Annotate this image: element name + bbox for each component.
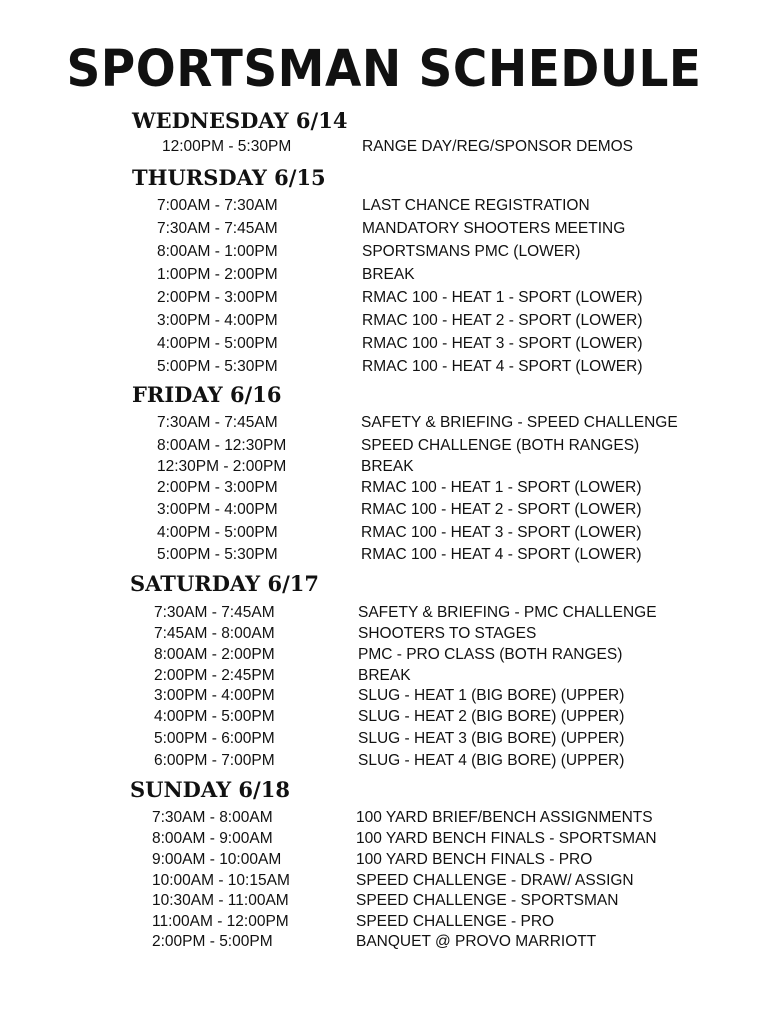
event-name: SLUG - HEAT 1 (BIG BORE) (UPPER) (358, 687, 625, 704)
event-name: LAST CHANCE REGISTRATION (362, 197, 590, 214)
time-range: 2:00PM - 3:00PM (157, 479, 278, 496)
event-name: SAFETY & BRIEFING - SPEED CHALLENGE (361, 414, 678, 431)
time-range: 8:00AM - 1:00PM (157, 243, 278, 260)
time-range: 3:00PM - 4:00PM (157, 312, 278, 329)
time-range: 2:00PM - 3:00PM (157, 289, 278, 306)
event-name: RMAC 100 - HEAT 4 - SPORT (LOWER) (361, 546, 642, 563)
event-name: BANQUET @ PROVO MARRIOTT (356, 933, 597, 950)
time-range: 5:00PM - 6:00PM (154, 730, 275, 747)
time-range: 10:00AM - 10:15AM (152, 872, 290, 889)
time-range: 8:00AM - 2:00PM (154, 646, 275, 663)
time-range: 7:00AM - 7:30AM (157, 197, 278, 214)
time-range: 7:45AM - 8:00AM (154, 625, 275, 642)
time-range: 8:00AM - 9:00AM (152, 830, 273, 847)
event-name: PMC - PRO CLASS (BOTH RANGES) (358, 646, 623, 663)
event-name: RMAC 100 - HEAT 3 - SPORT (LOWER) (361, 524, 642, 541)
event-name: 100 YARD BRIEF/BENCH ASSIGNMENTS (356, 809, 653, 826)
event-name: RMAC 100 - HEAT 4 - SPORT (LOWER) (362, 358, 643, 375)
page-title: SPORTSMAN SCHEDULE (66, 39, 702, 100)
event-name: SAFETY & BRIEFING - PMC CHALLENGE (358, 604, 657, 621)
time-range: 12:00PM - 5:30PM (162, 138, 292, 155)
time-range: 4:00PM - 5:00PM (157, 524, 278, 541)
time-range: 12:30PM - 2:00PM (157, 458, 287, 475)
time-range: 7:30AM - 7:45AM (157, 414, 278, 431)
event-name: SHOOTERS TO STAGES (358, 625, 537, 642)
time-range: 11:00AM - 12:00PM (152, 913, 289, 930)
event-name: SPEED CHALLENGE (BOTH RANGES) (361, 437, 640, 454)
time-range: 5:00PM - 5:30PM (157, 546, 278, 563)
event-name: SLUG - HEAT 3 (BIG BORE) (UPPER) (358, 730, 625, 747)
event-name: MANDATORY SHOOTERS MEETING (362, 220, 626, 237)
event-name: RMAC 100 - HEAT 2 - SPORT (LOWER) (362, 312, 643, 329)
time-range: 7:30AM - 7:45AM (154, 604, 275, 621)
time-range: 9:00AM - 10:00AM (152, 851, 282, 868)
time-range: 7:30AM - 7:45AM (157, 220, 278, 237)
day-heading-sunday: SUNDAY 6/18 (130, 777, 290, 802)
time-range: 3:00PM - 4:00PM (157, 501, 278, 518)
day-heading-friday: FRIDAY 6/16 (132, 382, 282, 407)
event-name: SPEED CHALLENGE - SPORTSMAN (356, 892, 619, 909)
time-range: 3:00PM - 4:00PM (154, 687, 275, 704)
day-heading-thursday: THURSDAY 6/15 (132, 165, 326, 190)
event-name: SPEED CHALLENGE - PRO (356, 913, 555, 930)
event-name: BREAK (358, 667, 411, 684)
time-range: 4:00PM - 5:00PM (154, 708, 275, 725)
event-name: RMAC 100 - HEAT 3 - SPORT (LOWER) (362, 335, 643, 352)
time-range: 2:00PM - 2:45PM (154, 667, 275, 684)
event-name: SPEED CHALLENGE - DRAW/ ASSIGN (356, 872, 634, 889)
event-name: 100 YARD BENCH FINALS - PRO (356, 851, 593, 868)
day-heading-saturday: SATURDAY 6/17 (130, 571, 319, 596)
event-name: BREAK (361, 458, 414, 475)
time-range: 1:00PM - 2:00PM (157, 266, 278, 283)
event-name: SLUG - HEAT 2 (BIG BORE) (UPPER) (358, 708, 625, 725)
time-range: 4:00PM - 5:00PM (157, 335, 278, 352)
event-name: SLUG - HEAT 4 (BIG BORE) (UPPER) (358, 752, 625, 769)
time-range: 10:30AM - 11:00AM (152, 892, 289, 909)
event-name: SPORTSMANS PMC (LOWER) (362, 243, 581, 260)
time-range: 8:00AM - 12:30PM (157, 437, 287, 454)
event-name: RANGE DAY/REG/SPONSOR DEMOS (362, 138, 634, 155)
time-range: 2:00PM - 5:00PM (152, 933, 273, 950)
event-name: BREAK (362, 266, 415, 283)
time-range: 7:30AM - 8:00AM (152, 809, 273, 826)
time-range: 5:00PM - 5:30PM (157, 358, 278, 375)
event-name: RMAC 100 - HEAT 2 - SPORT (LOWER) (361, 501, 642, 518)
day-heading-wednesday: WEDNESDAY 6/14 (132, 108, 348, 133)
event-name: RMAC 100 - HEAT 1 - SPORT (LOWER) (361, 479, 642, 496)
time-range: 6:00PM - 7:00PM (154, 752, 275, 769)
event-name: 100 YARD BENCH FINALS - SPORTSMAN (356, 830, 657, 847)
event-name: RMAC 100 - HEAT 1 - SPORT (LOWER) (362, 289, 643, 306)
